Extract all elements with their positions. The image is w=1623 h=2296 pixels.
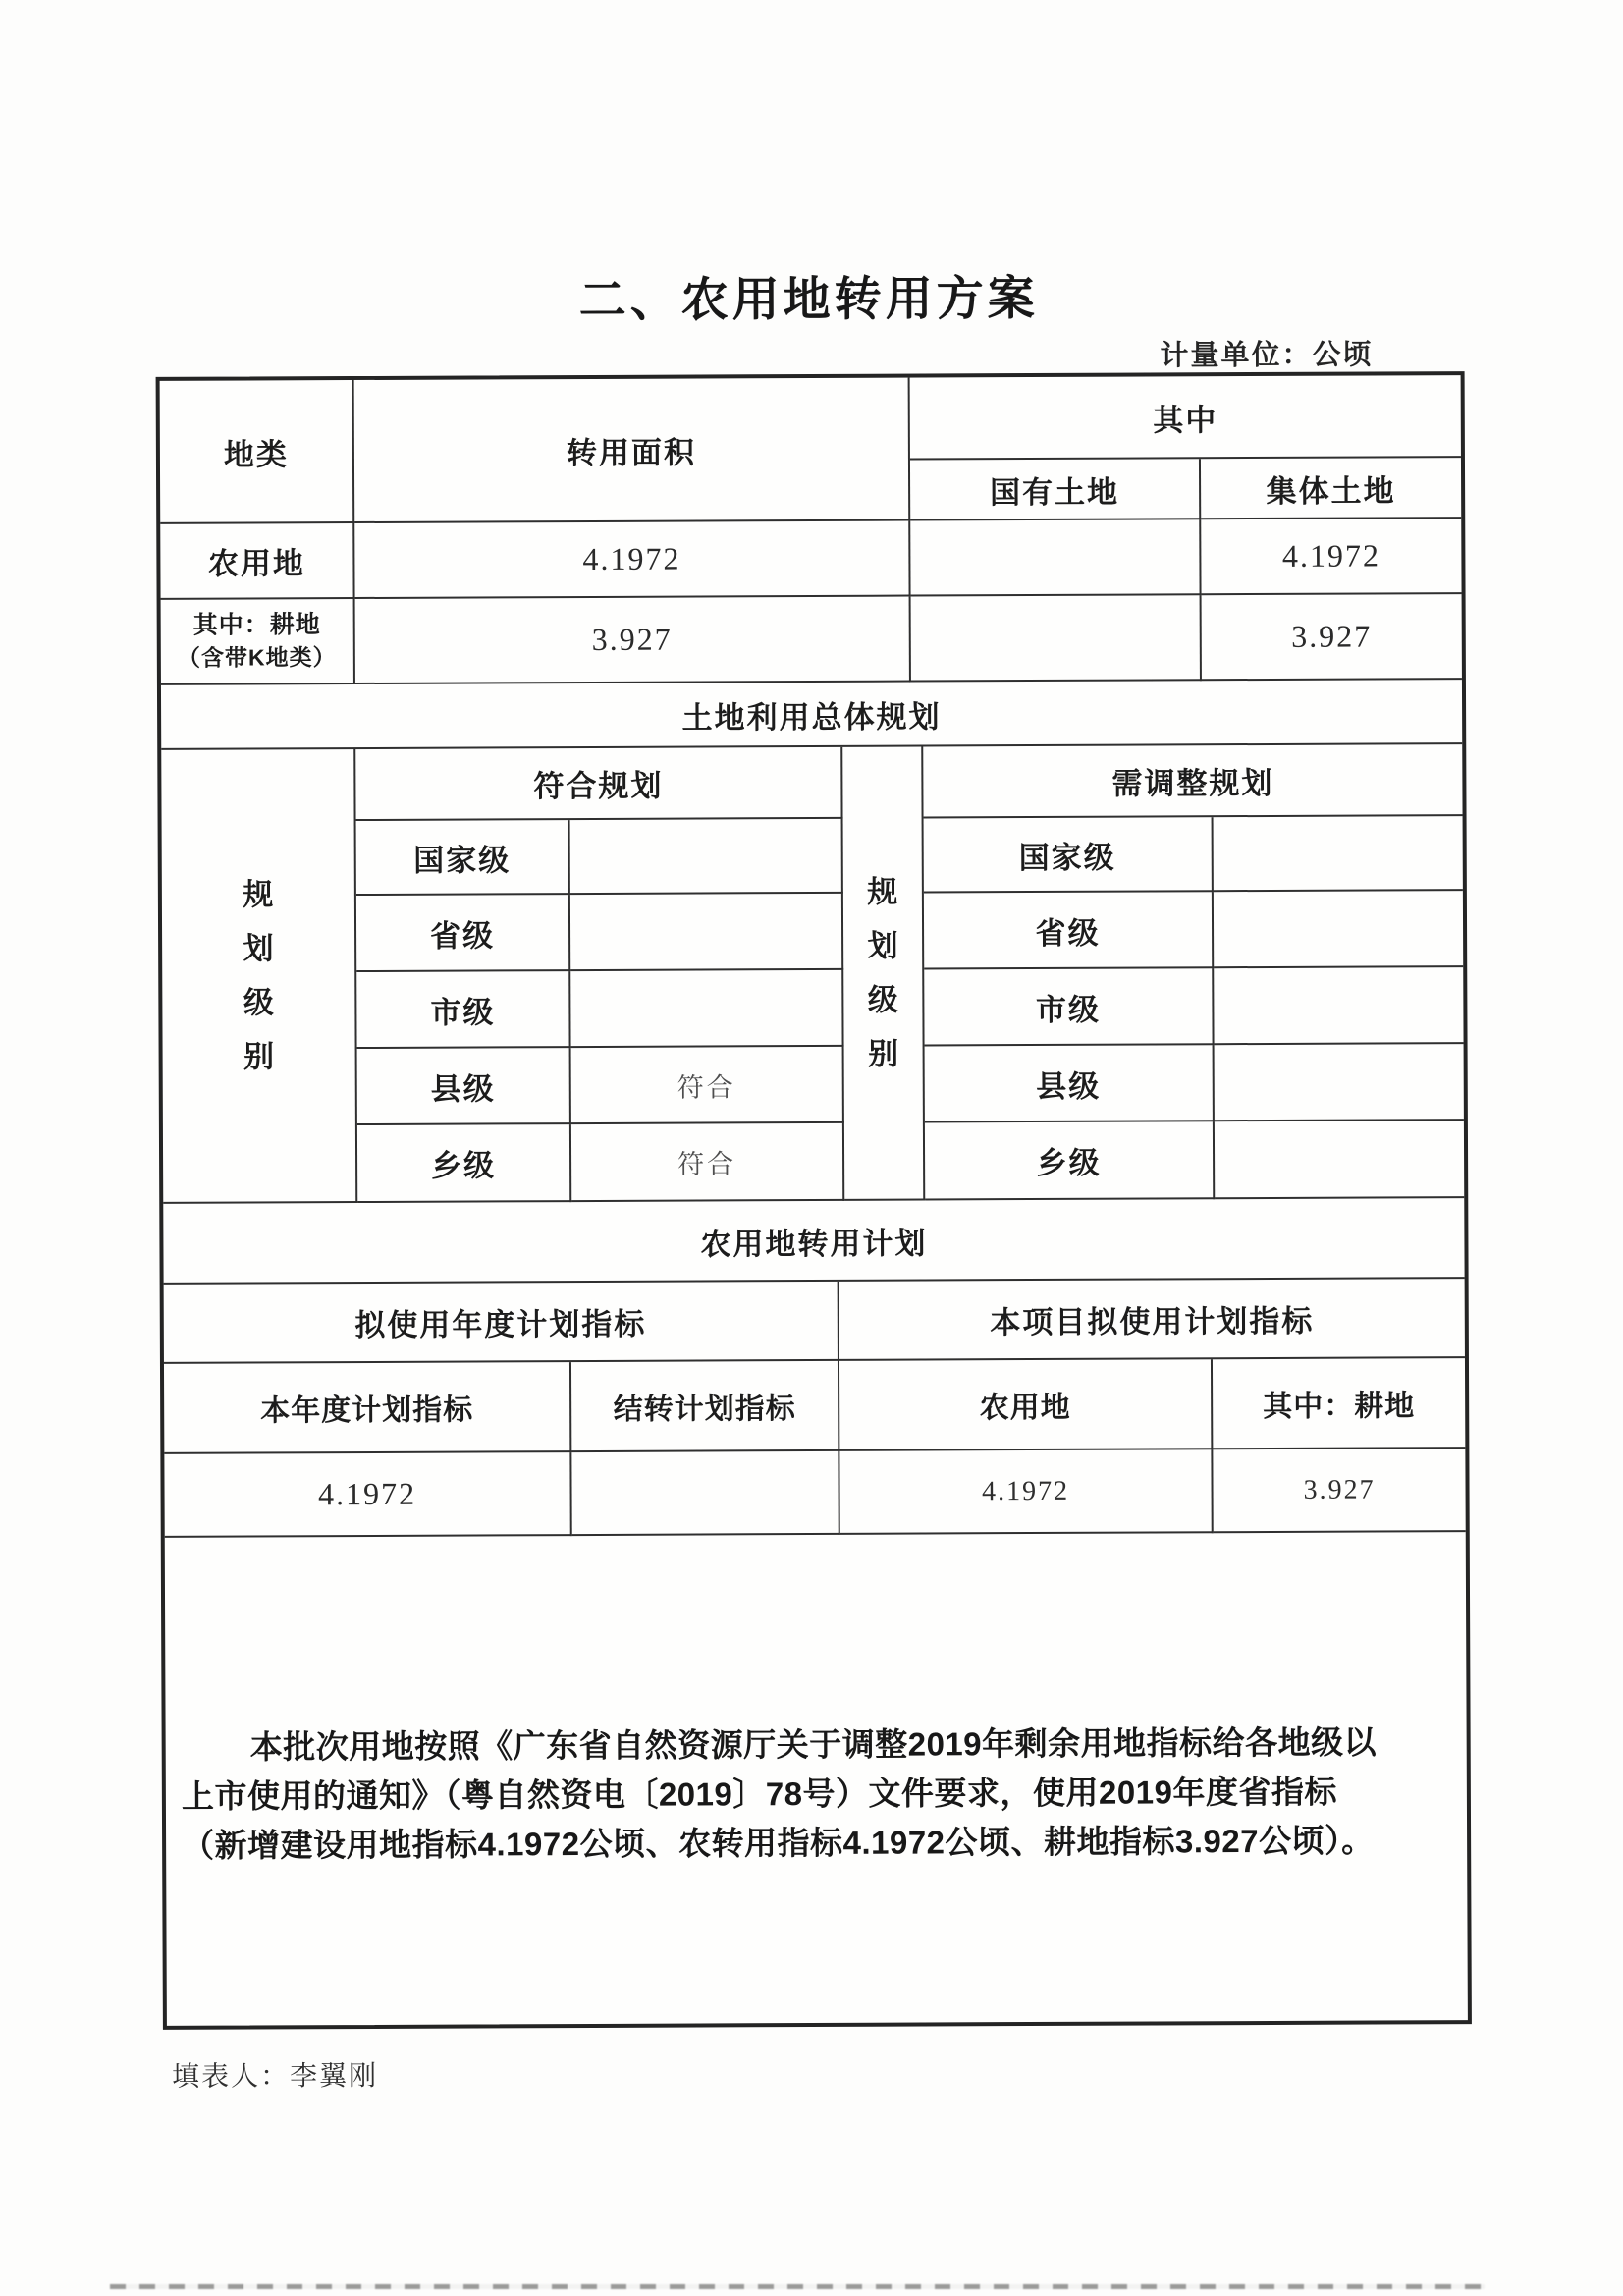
adjust-row-town-value bbox=[1215, 1121, 1464, 1199]
quota-group-header-band bbox=[164, 1279, 1465, 1364]
comply-row-province-value bbox=[570, 894, 843, 971]
quota-value-current-year: 4.1972 bbox=[164, 1452, 571, 1538]
adjust-plan-header: 需调整规划 bbox=[923, 744, 1462, 818]
remarks-paragraph bbox=[165, 1688, 1467, 1871]
adjust-row-city-value bbox=[1214, 967, 1463, 1045]
overall-plan-title: 土地利用总体规划 bbox=[161, 680, 1462, 750]
remarks-line-1: 本批次用地按照《广东省自然资源厅关于调整2019年剩余用地指标给各地级以 bbox=[249, 1722, 1378, 1766]
header-collective: 集体土地 bbox=[1201, 458, 1461, 519]
remarks-band bbox=[165, 1532, 1468, 2026]
plan-level-vertical-text-mid: 规划级别 bbox=[867, 874, 899, 1071]
quota-group-annual: 拟使用年度计划指标 bbox=[164, 1282, 839, 1364]
remarks-line-3: （新增建设用地指标4.1972公顷、农转用指标4.1972公顷、耕地指标3.927公顷）。 bbox=[182, 1822, 1375, 1864]
farmland-area-value: 4.1972 bbox=[354, 521, 910, 599]
quota-col-cultivated: 其中：耕地 bbox=[1213, 1358, 1465, 1449]
comply-row-province-label: 省级 bbox=[356, 895, 570, 972]
comply-row-national-label: 国家级 bbox=[356, 820, 570, 896]
land-table-band bbox=[160, 375, 1462, 685]
header-state-owned: 国有土地 bbox=[910, 459, 1201, 520]
plan-level-vertical-text-left: 规划级别 bbox=[243, 877, 275, 1074]
form-filler-name: 填表人：李翼刚 bbox=[172, 2059, 379, 2092]
adjust-row-national-value bbox=[1214, 816, 1463, 892]
adjust-row-county-label: 县级 bbox=[925, 1045, 1215, 1122]
adjust-row-town-label: 乡级 bbox=[925, 1121, 1215, 1200]
quota-col-farmland: 农用地 bbox=[839, 1359, 1213, 1451]
remarks-cell bbox=[165, 1532, 1468, 2026]
quota-value-carryover bbox=[571, 1451, 839, 1536]
comply-row-town-value: 符合 bbox=[571, 1123, 844, 1202]
quota-value-cultivated: 3.927 bbox=[1213, 1449, 1465, 1533]
page-title: 二、农用地转用方案 bbox=[578, 272, 1039, 328]
overall-plan-title-band bbox=[161, 680, 1462, 750]
header-land-type: 地类 bbox=[160, 380, 355, 524]
header-conversion-area: 转用面积 bbox=[354, 378, 911, 523]
adjust-row-province-label: 省级 bbox=[924, 892, 1214, 969]
comply-row-national-value bbox=[570, 819, 843, 895]
adjust-row-province-value bbox=[1214, 891, 1463, 968]
farmland-collective-value: 4.1972 bbox=[1201, 519, 1461, 595]
cultivated-label-line1: 其中：耕地 bbox=[192, 611, 321, 639]
quota-title: 农用地转用计划 bbox=[163, 1198, 1464, 1285]
plan-level-band bbox=[161, 744, 1464, 1204]
comply-row-county-label: 县级 bbox=[357, 1048, 571, 1125]
adjust-row-national-label: 国家级 bbox=[924, 817, 1214, 893]
quota-col-header-band bbox=[164, 1358, 1465, 1454]
farmland-state-value bbox=[910, 519, 1201, 596]
conversion-plan-table bbox=[156, 371, 1472, 2030]
plan-level-label-mid bbox=[842, 747, 925, 1201]
quota-col-current-year: 本年度计划指标 bbox=[164, 1362, 571, 1454]
cultivated-label-lines bbox=[178, 609, 337, 674]
quota-value-farmland: 4.1972 bbox=[839, 1449, 1213, 1535]
row-cultivated-label bbox=[161, 599, 355, 685]
cultivated-collective-value: 3.927 bbox=[1202, 594, 1462, 681]
quota-title-band bbox=[163, 1198, 1464, 1285]
adjust-row-county-value bbox=[1215, 1044, 1464, 1121]
unit-note: 计量单位：公顷 bbox=[1160, 339, 1374, 372]
comply-plan-header: 符合规划 bbox=[355, 747, 842, 821]
comply-row-county-value: 符合 bbox=[571, 1047, 844, 1124]
cultivated-area-value: 3.927 bbox=[355, 597, 911, 684]
quota-col-carryover: 结转计划指标 bbox=[571, 1361, 839, 1452]
scan-artifact-line bbox=[110, 2284, 1485, 2289]
comply-row-town-label: 乡级 bbox=[357, 1124, 571, 1203]
plan-level-label-left bbox=[161, 749, 357, 1204]
header-of-which: 其中 bbox=[910, 375, 1461, 460]
comply-row-city-label: 市级 bbox=[356, 971, 570, 1049]
cultivated-label-line2: （含带K地类） bbox=[177, 643, 337, 671]
row-farmland-label: 农用地 bbox=[160, 523, 354, 600]
cultivated-state-value bbox=[911, 595, 1202, 682]
remarks-line-2: 上市使用的通知》（粤自然资电〔2019〕78号）文件要求，使用2019年度省指标 bbox=[181, 1773, 1337, 1815]
comply-row-city-value bbox=[570, 970, 843, 1048]
adjust-row-city-label: 市级 bbox=[924, 968, 1214, 1046]
quota-values-band bbox=[164, 1449, 1465, 1538]
quota-group-project: 本项目拟使用计划指标 bbox=[839, 1279, 1465, 1361]
